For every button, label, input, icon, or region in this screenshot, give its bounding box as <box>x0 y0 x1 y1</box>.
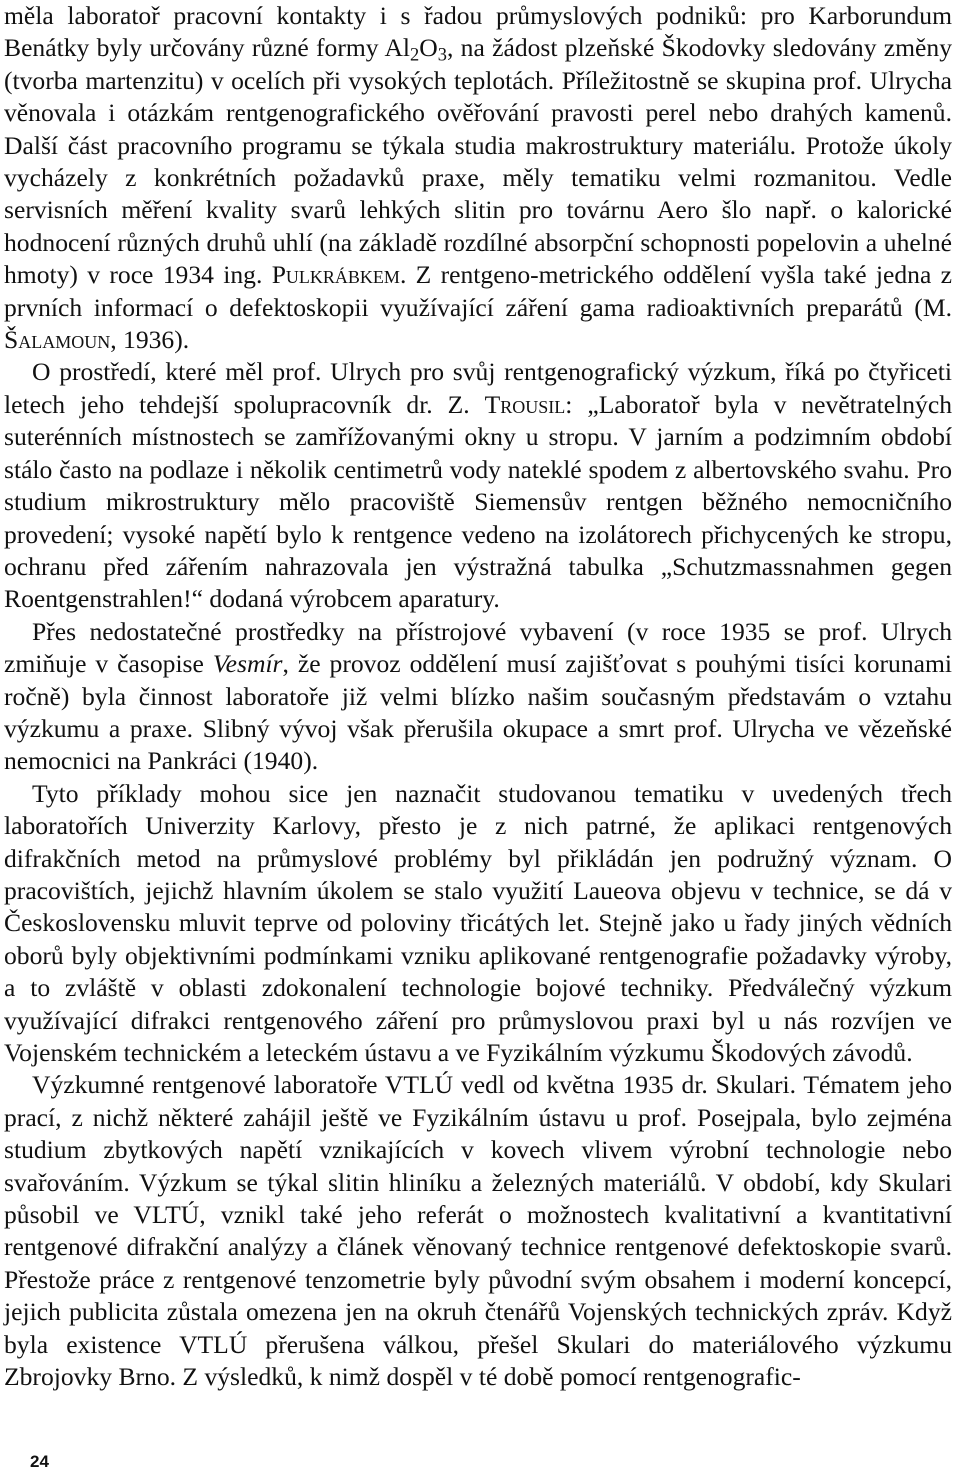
text-run: O <box>419 33 438 63</box>
text-run: , 1936). <box>110 325 190 355</box>
text-run: , že provoz oddělení musí zajišťovat s pouhými tisíci korunami ročně) byla činnost laboratoře již velmi blízko našim současným představám o vztahu výzkumu a praxe. Slibný vývoj však přerušila okupace a smrt prof. Ulrycha ve vězeňské nemocnici na Pankráci (1940). <box>4 649 952 776</box>
text-run: měla laboratoř pracovní kontakty i s řadou průmyslových podniků: pro Karborundum Benátky byly určovány různé formy Al <box>4 1 952 63</box>
small-caps-name: Trousil <box>484 389 566 419</box>
text-run: . Z rentgeno-metrického oddělení vyšla také jedna z prvních informací o defektoskopii využívající záření gama radioaktivních preparátů (M. <box>4 260 952 322</box>
paragraph <box>4 356 952 615</box>
text-run: Přes nedostatečné prostředky na přístrojové vybavení (v roce 1935 se prof. Ulrych zmiňuje v časopise <box>4 616 952 679</box>
small-caps-name: Pulkrábkem <box>271 260 400 290</box>
document-page <box>4 0 952 1393</box>
text-run: Tyto příklady mohou sice jen naznačit studovanou tematiku v uvedených třech laboratořích Univerzity Karlovy, přesto je z nich patrné, že aplikaci rentgenových difrakčních metod na průmyslové problémy byl přikládán jen podružný význam. O pracovištích, jejichž hlavním úkolem se stalo využití Laueova objevu v technice, se dá v Československu mluvit teprve od poloviny třicátých let. Stejně jako u řady jiných vědních oborů byly objektivními podmínkami vzniku aplikované rentgenografie požadavky výroby, a to zvláště v oblasti zdokonalení technologie bojové techniky. Předválečný výzkum využívající difrakci rentgenového záření pro průmyslovou praxi byl u nás rozvíjen ve Vojenském technickém a leteckém ústavu a ve Fyzikálním výzkumu Škodových závodů. <box>4 778 952 1067</box>
body-text <box>4 0 952 1393</box>
subscript: 2 <box>410 45 420 65</box>
paragraph <box>4 616 952 778</box>
italic-title: Vesmír <box>212 649 283 679</box>
paragraph <box>4 1069 952 1393</box>
small-caps-name: Šalamoun <box>4 325 111 355</box>
paragraph <box>4 0 952 356</box>
paragraph <box>4 778 952 1070</box>
text-run: , na žádost plzeňské Škodovky sledovány změny (tvorba martenzitu) v ocelích při vysokých teplotách. Příležitostně se skupina prof. Ulrycha věnovala i otázkám rentgenografického ověřování pravosti perel nebo drahých kamenů. Další část pracovního programu se týkala studia makrostruktury materiálu. Protože úkoly vycházely z konkrétních požadavků praxe, měly tematiku velmi rozmanitou. Vedle servisních měření kvality svarů lehkých slitin pro továrnu Aero šlo např. o kalorické hodnocení různých druhů uhlí (na základě rozdílné absorpční schopnosti popelovin a uhelné hmoty) v roce 1934 ing. <box>4 33 952 290</box>
text-run: O prostředí, které měl prof. Ulrych pro svůj rentgenografický výzkum, říká po čtyřiceti letech jeho tehdejší spolupracovník dr. Z. <box>4 357 952 419</box>
text-run: : „Laboratoř byla v nevětratelných suterénních místnostech se zamřížovanými okny u stropu. V jarním a podzimním období stálo často na podlaze i několik centimetrů vody nateklé spodem z albertovského svahu. Pro studium mikrostruktury mělo pracoviště Siemensův rentgen běžného nemocničního provedení; vysoké napětí bylo k rentgence vedeno na izolátorech přichycených ke stropu, ochranu před zářením nahrazovala jen výstražná tabulka „Schutzmassnahmen gegen Roentgenstrahlen!“ dodaná výrobcem aparatury. <box>4 389 952 614</box>
page-number: 24 <box>30 1452 49 1471</box>
text-run: Výzkumné rentgenové laboratoře VTLÚ vedl od května 1935 dr. Skulari. Tématem jeho prací, z nichž některé zahájil ještě ve Fyzikálním ústavu u prof. Posejpala, bylo zejména studium zbytkových napětí vznikajících v kovech vlivem výrobní technologie nebo svařováním. Výzkum se týkal slitin hliníku a železných materiálů. V období, kdy Skulari působil ve VLTÚ, vznikl také jeho referát o možnostech kvalitativní a kvantitativní rentgenové difrakční analýzy a článek věnovaný technice rentgenové defektoskopie svarů. Přestože práce z rentgenové tenzometrie byly původní svým obsahem i moderní koncepcí, jejich publicita zůstala omezena jen na okruh čtenářů Vojenských technických zpráv. Když byla existence VTLÚ přerušena válkou, přešel Skulari do materiálového výzkumu Zbrojovky Brno. Z výsledků, k nimž dospěl v té době pomocí rentgenografic- <box>4 1070 952 1392</box>
subscript: 3 <box>437 45 447 65</box>
